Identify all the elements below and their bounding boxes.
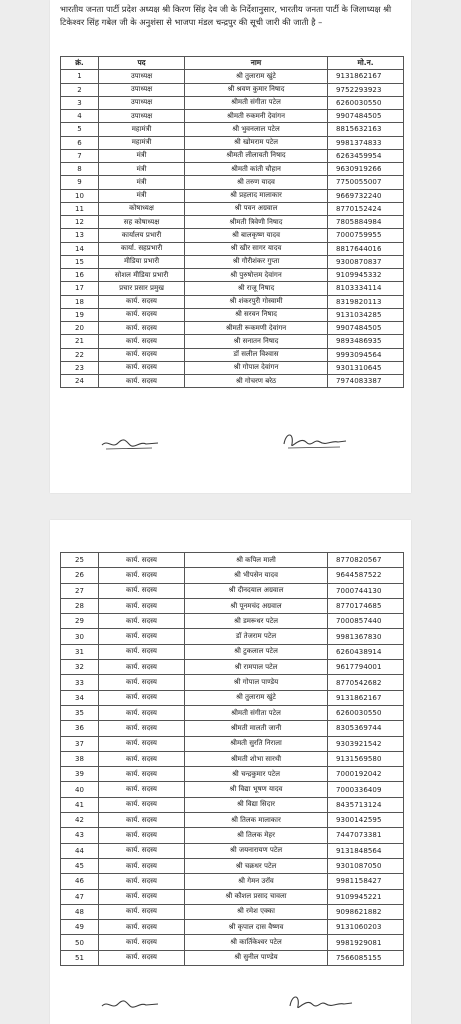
table-row xyxy=(61,123,404,136)
row-post: कार्य. सदस्य xyxy=(99,858,185,873)
row-post: कार्य. सदस्य xyxy=(99,295,185,308)
table-row xyxy=(61,255,404,268)
row-name: श्रीमती कांती चौहान xyxy=(185,163,328,176)
row-name: श्रीमती त्रिवेणी निषाद xyxy=(185,216,328,229)
row-post: मंत्री xyxy=(99,163,185,176)
row-serial: 11 xyxy=(61,202,99,215)
row-mobile: 9303921542 xyxy=(328,736,404,751)
signature-right-page-2 xyxy=(286,992,356,1014)
table-row xyxy=(61,858,404,873)
row-name: श्री गेमन उरॉव xyxy=(185,874,328,889)
row-mobile: 7000857440 xyxy=(328,614,404,629)
row-name: श्री खोमराम पटेल xyxy=(185,136,328,149)
row-mobile: 8817644016 xyxy=(328,242,404,255)
row-name: श्री सुनील पाण्डेय xyxy=(185,950,328,965)
row-serial: 48 xyxy=(61,904,99,919)
row-post: कोषाध्यक्ष xyxy=(99,202,185,215)
table-row xyxy=(61,348,404,361)
row-mobile: 9669732240 xyxy=(328,189,404,202)
table-header-row xyxy=(61,57,404,70)
signature-right-page-1 xyxy=(280,430,350,452)
row-serial: 26 xyxy=(61,568,99,583)
table-row xyxy=(61,269,404,282)
table-body-page-2 xyxy=(61,553,404,966)
row-post: मंत्री xyxy=(99,149,185,162)
table-row xyxy=(61,767,404,782)
table-row xyxy=(61,229,404,242)
row-name: श्री तुलाराम खुंटे xyxy=(185,70,328,83)
header-name: नाम xyxy=(185,57,328,70)
row-post: कार्य. सदस्य xyxy=(99,614,185,629)
header-serial: क्रं. xyxy=(61,57,99,70)
intro-paragraph: भारतीय जनता पार्टी प्रदेश अध्यक्ष श्री किरण सिंह देव जी के निर्देशानुसार, भारतीय जनता पार्टी के जिलाध्यक्ष श्री टिकेश्वर सिंह गबेल जी के अनुशंसा से भाजपा मंडल चन्द्रपुर की सूची जारी की जाती है – xyxy=(60,4,392,27)
table-row xyxy=(61,675,404,690)
row-mobile: 7805884984 xyxy=(328,216,404,229)
row-post: सह कोषाध्यक्ष xyxy=(99,216,185,229)
row-name: श्रीमती लीलावती निषाद xyxy=(185,149,328,162)
row-post: कार्य. सदस्य xyxy=(99,568,185,583)
table-row xyxy=(61,828,404,843)
row-serial: 13 xyxy=(61,229,99,242)
row-post: महामंत्री xyxy=(99,123,185,136)
row-mobile: 9109945332 xyxy=(328,269,404,282)
row-name: श्री बालकृष्ण यादव xyxy=(185,229,328,242)
row-mobile: 8305369744 xyxy=(328,721,404,736)
table-row xyxy=(61,736,404,751)
row-name: श्री शंकरपुरी गोस्वामी xyxy=(185,295,328,308)
table-row xyxy=(61,751,404,766)
row-mobile: 8770820567 xyxy=(328,553,404,568)
table-row xyxy=(61,110,404,123)
row-name: श्री रमेश एक्का xyxy=(185,904,328,919)
row-mobile: 9131034285 xyxy=(328,308,404,321)
row-serial: 29 xyxy=(61,614,99,629)
table-row xyxy=(61,295,404,308)
row-mobile: 9981158427 xyxy=(328,874,404,889)
members-table-page-2 xyxy=(60,552,404,966)
table-row xyxy=(61,843,404,858)
signature-left-page-1 xyxy=(100,435,160,453)
row-post: महामंत्री xyxy=(99,136,185,149)
row-post: कार्य. सदस्य xyxy=(99,348,185,361)
table-row xyxy=(61,335,404,348)
row-serial: 17 xyxy=(61,282,99,295)
row-serial: 10 xyxy=(61,189,99,202)
row-post: कार्य. सदस्य xyxy=(99,874,185,889)
row-mobile: 9300142595 xyxy=(328,813,404,828)
row-serial: 22 xyxy=(61,348,99,361)
row-post: कार्य. सदस्य xyxy=(99,721,185,736)
row-serial: 40 xyxy=(61,782,99,797)
row-name: श्री श्रवण कुमार निषाद xyxy=(185,83,328,96)
row-name: श्री सरवन निषाद xyxy=(185,308,328,321)
row-mobile: 8103334114 xyxy=(328,282,404,295)
row-serial: 47 xyxy=(61,889,99,904)
row-name: श्री पवन अग्रवाल xyxy=(185,202,328,215)
row-post: कार्य. सदस्य xyxy=(99,335,185,348)
table-row xyxy=(61,644,404,659)
row-post: उपाध्यक्ष xyxy=(99,110,185,123)
row-mobile: 9752293923 xyxy=(328,83,404,96)
row-mobile: 7750055007 xyxy=(328,176,404,189)
row-mobile: 9109945221 xyxy=(328,889,404,904)
row-mobile: 9981367830 xyxy=(328,629,404,644)
row-serial: 6 xyxy=(61,136,99,149)
row-serial: 51 xyxy=(61,950,99,965)
row-post: कार्य. सदस्य xyxy=(99,375,185,388)
row-serial: 41 xyxy=(61,797,99,812)
table-row xyxy=(61,282,404,295)
row-name: श्री चन्द्रकुमार पटेल xyxy=(185,767,328,782)
table-row xyxy=(61,813,404,828)
row-serial: 42 xyxy=(61,813,99,828)
row-name: श्री दीनदयाल अग्रवाल xyxy=(185,583,328,598)
row-name: श्री रामपाल पटेल xyxy=(185,660,328,675)
table-row xyxy=(61,782,404,797)
table-row xyxy=(61,96,404,109)
row-name: श्रीमती शोभा सारथी xyxy=(185,751,328,766)
row-post: कार्य. सदस्य xyxy=(99,935,185,950)
header-post: पद xyxy=(99,57,185,70)
table-row xyxy=(61,136,404,149)
document-page-1 xyxy=(50,0,411,493)
row-serial: 15 xyxy=(61,255,99,268)
row-serial: 12 xyxy=(61,216,99,229)
row-mobile: 9993094564 xyxy=(328,348,404,361)
row-mobile: 8770542682 xyxy=(328,675,404,690)
row-serial: 2 xyxy=(61,83,99,96)
row-serial: 7 xyxy=(61,149,99,162)
row-name: श्रीमती रुकमनी देवांगन xyxy=(185,110,328,123)
row-name: श्री पुरुषोत्तम देवांगन xyxy=(185,269,328,282)
row-name: श्री भीपसेन यादव xyxy=(185,568,328,583)
row-name: श्रीमती मालती जानी xyxy=(185,721,328,736)
row-mobile: 9131862167 xyxy=(328,70,404,83)
row-mobile: 9907484505 xyxy=(328,110,404,123)
table-row xyxy=(61,950,404,965)
row-post: कार्य. सदस्य xyxy=(99,828,185,843)
table-body-page-1 xyxy=(61,70,404,388)
row-post: कार्या. सहप्रभारी xyxy=(99,242,185,255)
row-mobile: 9893486935 xyxy=(328,335,404,348)
table-row xyxy=(61,70,404,83)
row-mobile: 9301087050 xyxy=(328,858,404,873)
row-name: श्री राजू निषाद xyxy=(185,282,328,295)
table-row xyxy=(61,375,404,388)
table-row xyxy=(61,189,404,202)
table-row xyxy=(61,598,404,613)
row-post: कार्य. सदस्य xyxy=(99,843,185,858)
row-post: कार्य. सदस्य xyxy=(99,598,185,613)
row-serial: 33 xyxy=(61,675,99,690)
row-post: उपाध्यक्ष xyxy=(99,83,185,96)
row-name: श्री डमरूधर पटेल xyxy=(185,614,328,629)
row-serial: 4 xyxy=(61,110,99,123)
table-row xyxy=(61,149,404,162)
row-name: श्री विद्या सिदार xyxy=(185,797,328,812)
row-post: कार्य. सदस्य xyxy=(99,767,185,782)
row-post: उपाध्यक्ष xyxy=(99,70,185,83)
row-post: कार्य. सदस्य xyxy=(99,583,185,598)
row-serial: 50 xyxy=(61,935,99,950)
table-row xyxy=(61,361,404,374)
row-mobile: 6260030550 xyxy=(328,96,404,109)
row-serial: 27 xyxy=(61,583,99,598)
row-serial: 16 xyxy=(61,269,99,282)
row-post: कार्य. सदस्य xyxy=(99,690,185,705)
table-row xyxy=(61,935,404,950)
row-serial: 9 xyxy=(61,176,99,189)
table-row xyxy=(61,568,404,583)
row-name: डॉ सलील विश्वास xyxy=(185,348,328,361)
row-post: कार्य. सदस्य xyxy=(99,308,185,321)
row-mobile: 6260030550 xyxy=(328,705,404,720)
row-mobile: 9098621882 xyxy=(328,904,404,919)
row-serial: 36 xyxy=(61,721,99,736)
row-mobile: 9630919266 xyxy=(328,163,404,176)
row-serial: 37 xyxy=(61,736,99,751)
row-serial: 34 xyxy=(61,690,99,705)
row-serial: 21 xyxy=(61,335,99,348)
row-serial: 35 xyxy=(61,705,99,720)
table-row xyxy=(61,721,404,736)
row-post: कार्य. सदस्य xyxy=(99,889,185,904)
row-mobile: 7000759955 xyxy=(328,229,404,242)
row-post: कार्य. सदस्य xyxy=(99,361,185,374)
table-row xyxy=(61,163,404,176)
row-mobile: 6260438914 xyxy=(328,644,404,659)
row-name: डॉ तेजराम पटेल xyxy=(185,629,328,644)
row-post: सोशल मीडिया प्रभारी xyxy=(99,269,185,282)
row-name: श्री भुवनलाल पटेल xyxy=(185,123,328,136)
row-serial: 18 xyxy=(61,295,99,308)
row-mobile: 7566085155 xyxy=(328,950,404,965)
row-post: कार्य. सदस्य xyxy=(99,751,185,766)
row-mobile: 7000192042 xyxy=(328,767,404,782)
row-post: कार्य. सदस्य xyxy=(99,736,185,751)
row-post: कार्य. सदस्य xyxy=(99,675,185,690)
row-post: कार्य. सदस्य xyxy=(99,813,185,828)
row-mobile: 9131862167 xyxy=(328,690,404,705)
row-name: श्री तिलक मेहर xyxy=(185,828,328,843)
row-name: श्री तुलाराम खुंटे xyxy=(185,690,328,705)
row-serial: 39 xyxy=(61,767,99,782)
row-serial: 19 xyxy=(61,308,99,321)
row-serial: 44 xyxy=(61,843,99,858)
row-serial: 28 xyxy=(61,598,99,613)
row-mobile: 7974083387 xyxy=(328,375,404,388)
row-name: श्रीमती सुरति निराला xyxy=(185,736,328,751)
row-mobile: 9907484505 xyxy=(328,322,404,335)
row-name: श्री विद्या भूषण यादव xyxy=(185,782,328,797)
row-post: मंत्री xyxy=(99,189,185,202)
row-serial: 1 xyxy=(61,70,99,83)
table-row xyxy=(61,660,404,675)
members-table-page-1 xyxy=(60,56,404,388)
row-name: श्री तरुण यादव xyxy=(185,176,328,189)
row-mobile: 8770152424 xyxy=(328,202,404,215)
row-name: श्री पूनमचंद अग्रवाल xyxy=(185,598,328,613)
row-serial: 8 xyxy=(61,163,99,176)
row-name: श्री चक्रधर पटेल xyxy=(185,858,328,873)
row-post: कार्य. सदस्य xyxy=(99,904,185,919)
row-mobile: 9300870837 xyxy=(328,255,404,268)
row-name: श्रीमती संगीता पटेल xyxy=(185,705,328,720)
table-row xyxy=(61,242,404,255)
row-name: श्री जयनारायण पटेल xyxy=(185,843,328,858)
table-row xyxy=(61,308,404,321)
row-mobile: 8815632163 xyxy=(328,123,404,136)
row-name: श्री कपिल माली xyxy=(185,553,328,568)
row-post: कार्यालय प्रभारी xyxy=(99,229,185,242)
row-name: श्रीमती संगीता पटेल xyxy=(185,96,328,109)
row-serial: 5 xyxy=(61,123,99,136)
row-post: कार्य. सदस्य xyxy=(99,629,185,644)
row-name: श्री तिलक मालाकार xyxy=(185,813,328,828)
row-name: श्री गोपाल देवांगन xyxy=(185,361,328,374)
row-post: उपाध्यक्ष xyxy=(99,96,185,109)
row-mobile: 8770174685 xyxy=(328,598,404,613)
row-name: श्री टुकलाल पटेल xyxy=(185,644,328,659)
row-mobile: 7000336409 xyxy=(328,782,404,797)
row-post: कार्य. सदस्य xyxy=(99,322,185,335)
row-post: कार्य. सदस्य xyxy=(99,920,185,935)
row-serial: 3 xyxy=(61,96,99,109)
table-row xyxy=(61,176,404,189)
row-serial: 31 xyxy=(61,644,99,659)
table-row xyxy=(61,553,404,568)
row-mobile: 9617794001 xyxy=(328,660,404,675)
row-mobile: 6263459954 xyxy=(328,149,404,162)
row-mobile: 9301310645 xyxy=(328,361,404,374)
table-row xyxy=(61,202,404,215)
table-row xyxy=(61,83,404,96)
table-row xyxy=(61,904,404,919)
row-serial: 25 xyxy=(61,553,99,568)
row-mobile: 7447073381 xyxy=(328,828,404,843)
row-mobile: 8319820113 xyxy=(328,295,404,308)
row-name: श्री कार्तिकेश्वर पटेल xyxy=(185,935,328,950)
table-row xyxy=(61,874,404,889)
row-post: कार्य. सदस्य xyxy=(99,782,185,797)
row-name: श्री गोचरण बरेठ xyxy=(185,375,328,388)
row-post: कार्य. सदस्य xyxy=(99,950,185,965)
row-mobile: 7000744130 xyxy=(328,583,404,598)
table-row xyxy=(61,216,404,229)
row-name: श्री खीर सागर यादव xyxy=(185,242,328,255)
table-row xyxy=(61,889,404,904)
row-mobile: 8435713124 xyxy=(328,797,404,812)
row-serial: 49 xyxy=(61,920,99,935)
row-serial: 46 xyxy=(61,874,99,889)
row-post: मंत्री xyxy=(99,176,185,189)
row-post: मीडिया प्रभारी xyxy=(99,255,185,268)
table-row xyxy=(61,690,404,705)
row-post: कार्य. सदस्य xyxy=(99,797,185,812)
row-post: कार्य. सदस्य xyxy=(99,705,185,720)
row-name: श्री गौरीशंकर गुप्ता xyxy=(185,255,328,268)
row-post: कार्य. सदस्य xyxy=(99,553,185,568)
row-post: कार्य. सदस्य xyxy=(99,660,185,675)
row-serial: 45 xyxy=(61,858,99,873)
signature-left-page-2 xyxy=(100,996,160,1014)
table-row xyxy=(61,797,404,812)
table-row xyxy=(61,629,404,644)
row-serial: 43 xyxy=(61,828,99,843)
row-serial: 20 xyxy=(61,322,99,335)
row-serial: 30 xyxy=(61,629,99,644)
table-row xyxy=(61,322,404,335)
row-mobile: 9644587522 xyxy=(328,568,404,583)
row-serial: 14 xyxy=(61,242,99,255)
row-name: श्री कौशल प्रसाद चावला xyxy=(185,889,328,904)
table-row xyxy=(61,614,404,629)
document-page-2 xyxy=(50,520,411,1024)
row-mobile: 9981374833 xyxy=(328,136,404,149)
row-mobile: 9131848564 xyxy=(328,843,404,858)
row-post: कार्य. सदस्य xyxy=(99,644,185,659)
header-mobile: मो.न. xyxy=(328,57,404,70)
row-name: श्रीमती रूकमणी देवांगन xyxy=(185,322,328,335)
row-name: श्री सनातन निषाद xyxy=(185,335,328,348)
table-row xyxy=(61,705,404,720)
row-name: श्री प्रहलाद मालाकार xyxy=(185,189,328,202)
row-post: प्रचार प्रसार प्रमुख xyxy=(99,282,185,295)
row-mobile: 9131569580 xyxy=(328,751,404,766)
table-row xyxy=(61,583,404,598)
row-serial: 32 xyxy=(61,660,99,675)
row-name: श्री कृपाल दास वैष्णव xyxy=(185,920,328,935)
row-mobile: 9981929081 xyxy=(328,935,404,950)
row-serial: 38 xyxy=(61,751,99,766)
row-serial: 24 xyxy=(61,375,99,388)
row-serial: 23 xyxy=(61,361,99,374)
table-row xyxy=(61,920,404,935)
row-mobile: 9131060203 xyxy=(328,920,404,935)
row-name: श्री गोपाल पाण्डेय xyxy=(185,675,328,690)
